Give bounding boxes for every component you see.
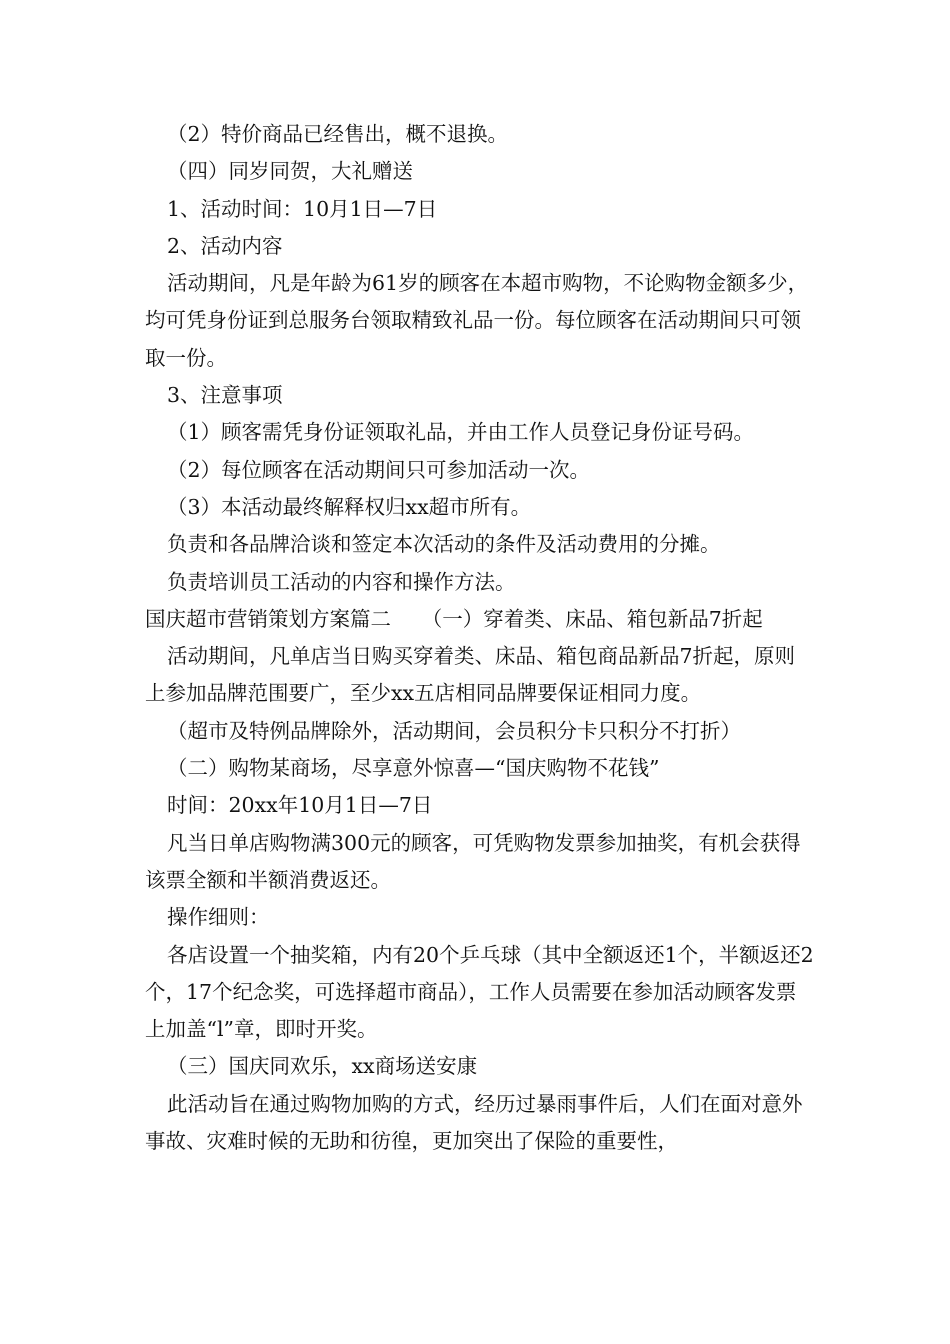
- paragraph-activity-content: 活动期间，凡是年龄为61岁的顾客在本超市购物，不论购物金额多少，均可凭身份证到总服务台领取精致礼品一份。每位顾客在活动期间只可领取一份。: [145, 271, 809, 370]
- paragraph-discount-exclusions: （超市及特例品牌除外，活动期间，会员积分卡只积分不打折）: [167, 718, 741, 743]
- paragraph-surprise-time: 时间：20xx年10月1日—7日: [167, 793, 433, 818]
- paragraph-notes-heading: 3、注意事项: [167, 383, 283, 408]
- paragraph-operation-heading: 操作细则：: [167, 905, 270, 930]
- paragraph-return-policy: （2）特价商品已经售出，概不退换。: [167, 122, 509, 146]
- paragraph-insurance: 此活动旨在通过购物加购的方式，经历过暴雨事件后，人们在面对意外事故、灾难时候的无助和彷徨，更加突出了保险的重要性，: [145, 1091, 803, 1154]
- paragraph-activity-content-heading: 2、活动内容: [167, 233, 283, 258]
- paragraph-plan-two-heading: 国庆超市营销策划方案篇二 （一）穿着类、床品、箱包新品7折起: [145, 606, 763, 631]
- document-body: [145, 116, 815, 1160]
- paragraph-note-2: （2）每位顾客在活动期间只可参加活动一次。: [167, 457, 591, 482]
- paragraph-note-1: （1）顾客需凭身份证领取礼品，并由工作人员登记身份证号码。: [167, 420, 755, 445]
- paragraph-lottery-rule: 凡当日单店购物满300元的顾客，可凭购物发票参加抽奖，有机会获得该票全额和半额消费返还。: [145, 830, 801, 892]
- section-heading-surprise: （二）购物某商场，尽享意外惊喜—“国庆购物不花钱”: [167, 756, 660, 781]
- section-heading-birthday-gift: （四）同岁同贺，大礼赠送: [167, 159, 413, 184]
- paragraph-note-3: （3）本活动最终解释权归xx超市所有。: [167, 494, 532, 519]
- section-heading-celebration: （三）国庆同欢乐，xx商场送安康: [167, 1054, 478, 1079]
- paragraph-brand-negotiation: 负责和各品牌洽谈和签定本次活动的条件及活动费用的分摊。: [167, 532, 721, 557]
- paragraph-staff-training: 负责培训员工活动的内容和操作方法。: [167, 569, 516, 594]
- paragraph-lottery-box: 各店设置一个抽奖箱，内有20个乒乓球（其中全额返还1个，半额返还2个，17个纪念奖，可选择超市商品），工作人员需要在参加活动顾客发票上加盖“l”章，即时开奖。: [145, 942, 814, 1042]
- paragraph-activity-time: 1、活动时间：10月1日—7日: [167, 196, 438, 221]
- paragraph-discount-details: 活动期间，凡单店当日购买穿着类、床品、箱包商品新品7折起，原则上参加品牌范围要广，至少xx五店相同品牌要保证相同力度。: [145, 644, 796, 706]
